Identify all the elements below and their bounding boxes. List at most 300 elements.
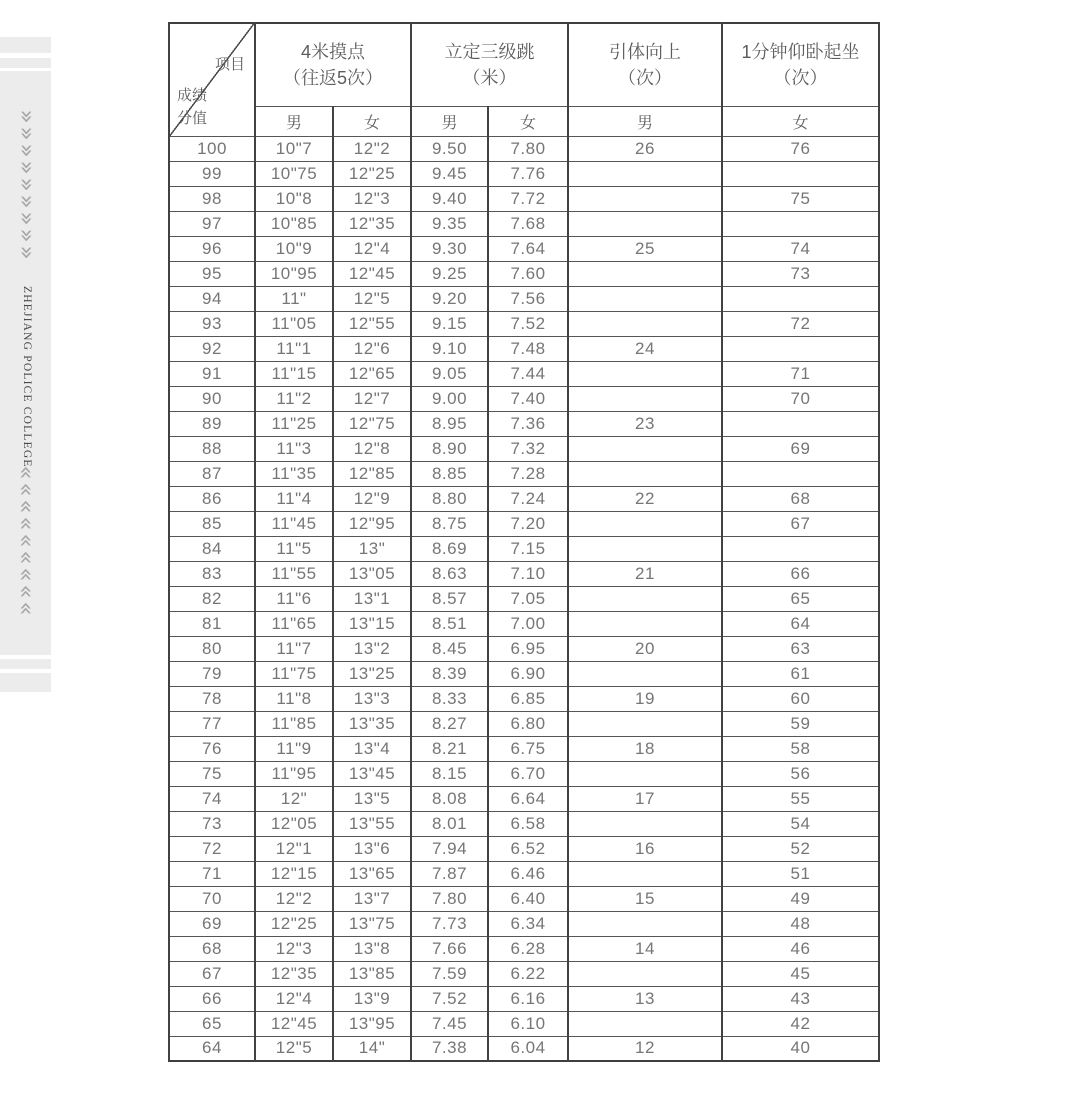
result-cell: 7.66 — [411, 936, 488, 961]
result-cell: 75 — [722, 186, 879, 211]
score-value-cell: 96 — [169, 236, 255, 261]
result-cell — [568, 311, 722, 336]
result-cell: 11"2 — [255, 386, 333, 411]
table-row — [169, 1036, 879, 1061]
result-cell: 25 — [568, 236, 722, 261]
result-cell — [568, 861, 722, 886]
result-cell: 13" — [333, 536, 411, 561]
score-table-container — [168, 22, 880, 1062]
table-row — [169, 336, 879, 361]
table-row — [169, 836, 879, 861]
score-value-cell: 65 — [169, 1011, 255, 1036]
table-row — [169, 261, 879, 286]
result-cell: 7.56 — [488, 286, 568, 311]
subheader-male: 男 — [255, 106, 333, 136]
result-cell: 49 — [722, 886, 879, 911]
result-cell — [722, 286, 879, 311]
sidebar-bottom-bar-1 — [0, 659, 51, 669]
result-cell: 11"1 — [255, 336, 333, 361]
chevron-down-icon: » — [13, 194, 39, 209]
result-cell: 7.76 — [488, 161, 568, 186]
table-row — [169, 886, 879, 911]
result-cell: 11"7 — [255, 636, 333, 661]
result-cell — [722, 211, 879, 236]
result-cell: 73 — [722, 261, 879, 286]
table-row — [169, 161, 879, 186]
result-cell: 16 — [568, 836, 722, 861]
result-cell: 12"6 — [333, 336, 411, 361]
result-cell: 8.51 — [411, 611, 488, 636]
score-table — [168, 22, 880, 1062]
chevron-down-icon: » — [13, 109, 39, 124]
subheader-female: 女 — [488, 106, 568, 136]
table-row — [169, 236, 879, 261]
table-row — [169, 736, 879, 761]
result-cell: 40 — [722, 1036, 879, 1061]
result-cell: 17 — [568, 786, 722, 811]
table-row — [169, 811, 879, 836]
result-cell: 12"5 — [333, 286, 411, 311]
result-cell: 7.87 — [411, 861, 488, 886]
result-cell: 11"75 — [255, 661, 333, 686]
result-cell: 9.00 — [411, 386, 488, 411]
table-row — [169, 711, 879, 736]
result-cell: 13"65 — [333, 861, 411, 886]
subheader-male: 男 — [568, 106, 722, 136]
score-value-cell: 67 — [169, 961, 255, 986]
result-cell: 8.39 — [411, 661, 488, 686]
result-cell: 8.85 — [411, 461, 488, 486]
table-sub-header-row — [169, 106, 879, 136]
result-cell — [568, 811, 722, 836]
result-cell — [568, 661, 722, 686]
score-value-cell: 69 — [169, 911, 255, 936]
table-row — [169, 411, 879, 436]
result-cell: 7.32 — [488, 436, 568, 461]
subheader-female: 女 — [722, 106, 879, 136]
result-cell: 9.30 — [411, 236, 488, 261]
result-cell: 52 — [722, 836, 879, 861]
result-cell: 45 — [722, 961, 879, 986]
score-value-cell: 86 — [169, 486, 255, 511]
result-cell: 65 — [722, 586, 879, 611]
score-value-cell: 66 — [169, 986, 255, 1011]
result-cell: 7.94 — [411, 836, 488, 861]
result-cell: 23 — [568, 411, 722, 436]
result-cell: 11"8 — [255, 686, 333, 711]
result-cell: 8.80 — [411, 486, 488, 511]
score-value-cell: 83 — [169, 561, 255, 586]
result-cell: 15 — [568, 886, 722, 911]
result-cell: 12"15 — [255, 861, 333, 886]
result-cell: 7.72 — [488, 186, 568, 211]
result-cell: 61 — [722, 661, 879, 686]
result-cell: 12"25 — [333, 161, 411, 186]
result-cell: 13"3 — [333, 686, 411, 711]
sidebar-top-bar-1 — [0, 37, 51, 53]
score-value-cell: 85 — [169, 511, 255, 536]
result-cell: 7.20 — [488, 511, 568, 536]
chevron-up-icon: » — [12, 584, 38, 599]
result-cell: 8.21 — [411, 736, 488, 761]
result-cell: 72 — [722, 311, 879, 336]
result-cell: 9.25 — [411, 261, 488, 286]
chevron-up-icon: » — [12, 533, 38, 548]
result-cell: 7.73 — [411, 911, 488, 936]
result-cell — [568, 436, 722, 461]
result-cell — [568, 361, 722, 386]
result-cell — [568, 261, 722, 286]
result-cell: 8.01 — [411, 811, 488, 836]
result-cell: 12"5 — [255, 1036, 333, 1061]
result-cell: 12"3 — [255, 936, 333, 961]
result-cell: 9.15 — [411, 311, 488, 336]
result-cell — [568, 186, 722, 211]
corner-label-score: 成绩 分值 — [177, 86, 208, 127]
result-cell: 12"45 — [255, 1011, 333, 1036]
result-cell: 11" — [255, 286, 333, 311]
score-value-cell: 77 — [169, 711, 255, 736]
score-value-cell: 74 — [169, 786, 255, 811]
result-cell: 13"25 — [333, 661, 411, 686]
result-cell: 10"8 — [255, 186, 333, 211]
score-value-cell: 73 — [169, 811, 255, 836]
result-cell: 43 — [722, 986, 879, 1011]
result-cell: 13"1 — [333, 586, 411, 611]
result-cell — [568, 511, 722, 536]
result-cell: 13"15 — [333, 611, 411, 636]
chevron-up-icon: » — [12, 499, 38, 514]
score-value-cell: 88 — [169, 436, 255, 461]
result-cell: 66 — [722, 561, 879, 586]
table-row — [169, 686, 879, 711]
result-cell: 8.63 — [411, 561, 488, 586]
result-cell: 6.52 — [488, 836, 568, 861]
result-cell: 8.27 — [411, 711, 488, 736]
result-cell: 10"85 — [255, 211, 333, 236]
header-sit-ups: 1分钟仰卧起坐 （次） — [722, 23, 879, 106]
result-cell: 22 — [568, 486, 722, 511]
table-row — [169, 586, 879, 611]
result-cell: 12"35 — [255, 961, 333, 986]
subheader-female: 女 — [333, 106, 411, 136]
result-cell: 13"5 — [333, 786, 411, 811]
result-cell: 6.75 — [488, 736, 568, 761]
score-value-cell: 91 — [169, 361, 255, 386]
result-cell: 63 — [722, 636, 879, 661]
result-cell: 7.80 — [488, 136, 568, 161]
result-cell: 13"4 — [333, 736, 411, 761]
result-cell: 8.57 — [411, 586, 488, 611]
result-cell: 13"2 — [333, 636, 411, 661]
chevron-down-icon: » — [13, 211, 39, 226]
table-row — [169, 436, 879, 461]
result-cell: 19 — [568, 686, 722, 711]
table-row — [169, 386, 879, 411]
result-cell — [568, 536, 722, 561]
result-cell: 7.38 — [411, 1036, 488, 1061]
result-cell: 7.00 — [488, 611, 568, 636]
result-cell — [568, 211, 722, 236]
result-cell: 7.80 — [411, 886, 488, 911]
result-cell: 7.15 — [488, 536, 568, 561]
sidebar-bottom-bar-2 — [0, 673, 51, 692]
result-cell: 9.40 — [411, 186, 488, 211]
result-cell: 6.95 — [488, 636, 568, 661]
result-cell: 67 — [722, 511, 879, 536]
result-cell: 12"35 — [333, 211, 411, 236]
chevron-down-icon: » — [13, 160, 39, 175]
result-cell: 11"65 — [255, 611, 333, 636]
result-cell: 8.15 — [411, 761, 488, 786]
table-row — [169, 136, 879, 161]
result-cell: 13"05 — [333, 561, 411, 586]
table-row — [169, 1011, 879, 1036]
table-row — [169, 286, 879, 311]
result-cell: 9.50 — [411, 136, 488, 161]
result-cell: 20 — [568, 636, 722, 661]
result-cell — [568, 586, 722, 611]
result-cell — [568, 286, 722, 311]
result-cell — [568, 911, 722, 936]
result-cell: 7.45 — [411, 1011, 488, 1036]
result-cell: 11"05 — [255, 311, 333, 336]
result-cell: 9.10 — [411, 336, 488, 361]
result-cell: 21 — [568, 561, 722, 586]
result-cell: 12"3 — [333, 186, 411, 211]
result-cell: 11"3 — [255, 436, 333, 461]
result-cell: 11"95 — [255, 761, 333, 786]
result-cell: 6.46 — [488, 861, 568, 886]
result-cell: 10"95 — [255, 261, 333, 286]
result-cell: 8.75 — [411, 511, 488, 536]
score-value-cell: 87 — [169, 461, 255, 486]
chevron-down-icon: » — [13, 177, 39, 192]
corner-header-cell — [169, 23, 255, 136]
result-cell: 9.35 — [411, 211, 488, 236]
result-cell: 56 — [722, 761, 879, 786]
result-cell — [568, 611, 722, 636]
result-cell: 11"45 — [255, 511, 333, 536]
result-cell: 74 — [722, 236, 879, 261]
score-value-cell: 68 — [169, 936, 255, 961]
result-cell: 13"9 — [333, 986, 411, 1011]
score-value-cell: 84 — [169, 536, 255, 561]
result-cell: 12"2 — [255, 886, 333, 911]
result-cell: 13"7 — [333, 886, 411, 911]
result-cell: 8.33 — [411, 686, 488, 711]
result-cell: 6.34 — [488, 911, 568, 936]
result-cell: 8.90 — [411, 436, 488, 461]
result-cell: 71 — [722, 361, 879, 386]
result-cell: 64 — [722, 611, 879, 636]
result-cell: 10"9 — [255, 236, 333, 261]
result-cell: 59 — [722, 711, 879, 736]
result-cell: 6.22 — [488, 961, 568, 986]
result-cell: 12"8 — [333, 436, 411, 461]
result-cell: 13"45 — [333, 761, 411, 786]
result-cell: 6.70 — [488, 761, 568, 786]
score-value-cell: 100 — [169, 136, 255, 161]
result-cell — [722, 336, 879, 361]
result-cell: 12"7 — [333, 386, 411, 411]
result-cell: 11"9 — [255, 736, 333, 761]
result-cell: 9.20 — [411, 286, 488, 311]
table-row — [169, 961, 879, 986]
result-cell: 42 — [722, 1011, 879, 1036]
table-row — [169, 186, 879, 211]
result-cell — [722, 461, 879, 486]
result-cell: 11"25 — [255, 411, 333, 436]
result-cell: 11"35 — [255, 461, 333, 486]
result-cell: 12 — [568, 1036, 722, 1061]
result-cell: 8.45 — [411, 636, 488, 661]
result-cell: 13"35 — [333, 711, 411, 736]
result-cell: 6.16 — [488, 986, 568, 1011]
result-cell: 70 — [722, 386, 879, 411]
result-cell: 13"95 — [333, 1011, 411, 1036]
chevron-up-icons — [0, 464, 51, 617]
result-cell: 18 — [568, 736, 722, 761]
chevron-up-icon: » — [12, 567, 38, 582]
result-cell — [722, 161, 879, 186]
result-cell — [568, 761, 722, 786]
result-cell: 11"6 — [255, 586, 333, 611]
result-cell: 24 — [568, 336, 722, 361]
result-cell: 7.24 — [488, 486, 568, 511]
chevron-down-icon: » — [13, 143, 39, 158]
result-cell — [568, 461, 722, 486]
result-cell: 6.40 — [488, 886, 568, 911]
chevron-up-icon: » — [12, 482, 38, 497]
header-4m-touch: 4米摸点 （往返5次） — [255, 23, 411, 106]
table-row — [169, 636, 879, 661]
chevron-up-icon: » — [12, 601, 38, 616]
college-name-vertical-text: ZHEJIANG POLICE COLLEGE — [21, 286, 33, 468]
table-row — [169, 461, 879, 486]
score-value-cell: 90 — [169, 386, 255, 411]
table-row — [169, 861, 879, 886]
chevron-up-icon: » — [12, 550, 38, 565]
result-cell: 13"6 — [333, 836, 411, 861]
score-value-cell: 75 — [169, 761, 255, 786]
table-row — [169, 986, 879, 1011]
chevron-down-icons — [0, 108, 51, 261]
result-cell: 9.05 — [411, 361, 488, 386]
score-value-cell: 72 — [169, 836, 255, 861]
score-value-cell: 93 — [169, 311, 255, 336]
result-cell: 6.10 — [488, 1011, 568, 1036]
chevron-down-icon: » — [13, 126, 39, 141]
result-cell: 13"8 — [333, 936, 411, 961]
score-value-cell: 99 — [169, 161, 255, 186]
result-cell: 12"05 — [255, 811, 333, 836]
table-row — [169, 936, 879, 961]
result-cell: 60 — [722, 686, 879, 711]
result-cell: 12"65 — [333, 361, 411, 386]
result-cell: 68 — [722, 486, 879, 511]
result-cell: 55 — [722, 786, 879, 811]
result-cell: 8.95 — [411, 411, 488, 436]
score-value-cell: 76 — [169, 736, 255, 761]
result-cell: 54 — [722, 811, 879, 836]
result-cell: 12"4 — [333, 236, 411, 261]
result-cell: 12"9 — [333, 486, 411, 511]
chevron-down-icon: » — [13, 228, 39, 243]
chevron-up-icon: » — [12, 516, 38, 531]
result-cell: 11"15 — [255, 361, 333, 386]
result-cell: 6.58 — [488, 811, 568, 836]
result-cell: 26 — [568, 136, 722, 161]
score-value-cell: 80 — [169, 636, 255, 661]
result-cell: 12"75 — [333, 411, 411, 436]
result-cell: 8.08 — [411, 786, 488, 811]
result-cell: 9.45 — [411, 161, 488, 186]
result-cell: 46 — [722, 936, 879, 961]
score-value-cell: 89 — [169, 411, 255, 436]
table-row — [169, 911, 879, 936]
subheader-male: 男 — [411, 106, 488, 136]
result-cell: 76 — [722, 136, 879, 161]
result-cell: 7.59 — [411, 961, 488, 986]
score-value-cell: 97 — [169, 211, 255, 236]
result-cell: 12" — [255, 786, 333, 811]
result-cell: 12"1 — [255, 836, 333, 861]
result-cell: 11"55 — [255, 561, 333, 586]
score-value-cell: 92 — [169, 336, 255, 361]
result-cell — [568, 386, 722, 411]
result-cell: 11"85 — [255, 711, 333, 736]
score-value-cell: 98 — [169, 186, 255, 211]
result-cell: 14" — [333, 1036, 411, 1061]
chevron-up-icon: » — [12, 465, 38, 480]
table-row — [169, 761, 879, 786]
result-cell — [722, 411, 879, 436]
table-row — [169, 536, 879, 561]
result-cell: 6.04 — [488, 1036, 568, 1061]
result-cell: 13 — [568, 986, 722, 1011]
result-cell: 13"55 — [333, 811, 411, 836]
score-value-cell: 95 — [169, 261, 255, 286]
result-cell: 7.40 — [488, 386, 568, 411]
header-triple-jump: 立定三级跳 （米） — [411, 23, 568, 106]
table-row — [169, 611, 879, 636]
result-cell: 10"75 — [255, 161, 333, 186]
result-cell: 11"5 — [255, 536, 333, 561]
score-value-cell: 81 — [169, 611, 255, 636]
score-value-cell: 71 — [169, 861, 255, 886]
result-cell: 6.64 — [488, 786, 568, 811]
result-cell: 7.52 — [411, 986, 488, 1011]
corner-label-item: 项目 — [214, 56, 245, 73]
result-cell: 12"55 — [333, 311, 411, 336]
result-cell: 6.90 — [488, 661, 568, 686]
result-cell: 48 — [722, 911, 879, 936]
sidebar-top-bar-2 — [0, 58, 51, 68]
result-cell: 7.68 — [488, 211, 568, 236]
table-row — [169, 211, 879, 236]
result-cell: 7.52 — [488, 311, 568, 336]
result-cell: 58 — [722, 736, 879, 761]
result-cell: 12"25 — [255, 911, 333, 936]
table-row — [169, 486, 879, 511]
table-row — [169, 786, 879, 811]
result-cell — [568, 711, 722, 736]
result-cell — [568, 961, 722, 986]
result-cell: 12"2 — [333, 136, 411, 161]
result-cell: 6.28 — [488, 936, 568, 961]
score-value-cell: 64 — [169, 1036, 255, 1061]
